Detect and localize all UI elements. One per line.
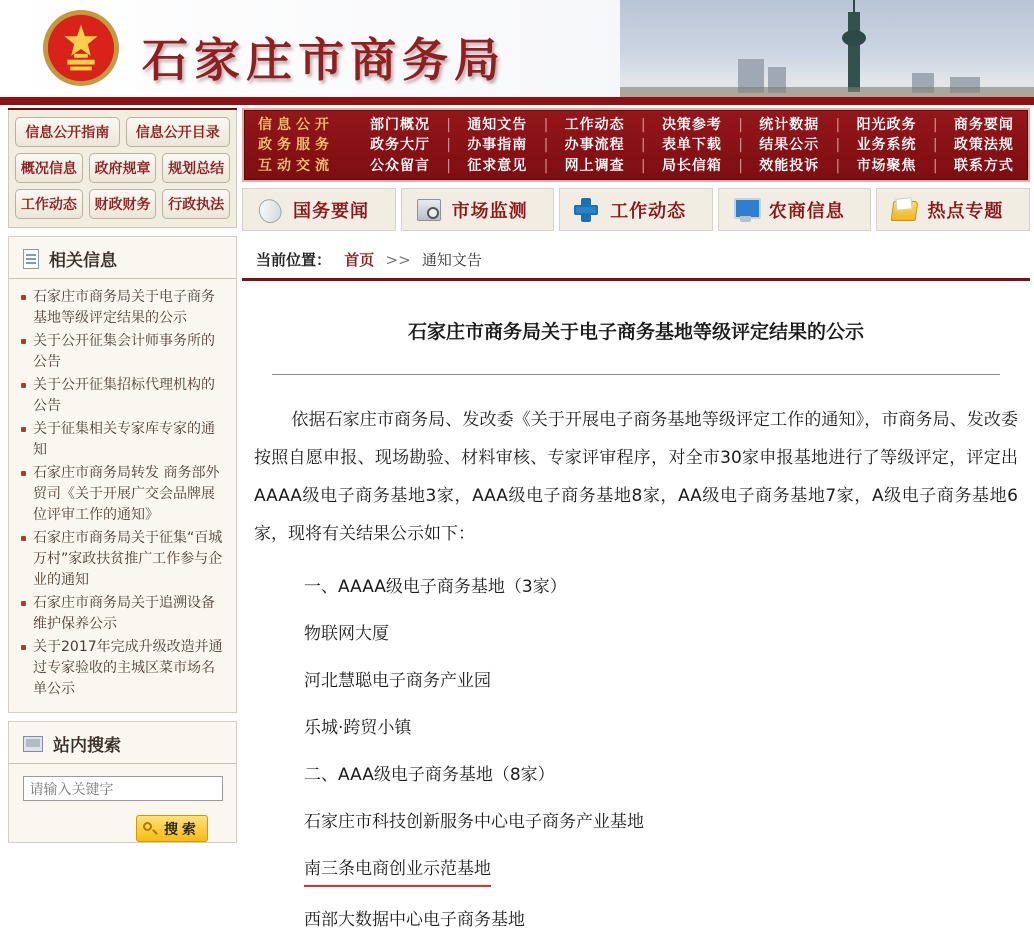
cityscape-photo [620,0,1034,97]
article-list-line [304,856,1020,887]
sidebar [8,108,237,837]
nav-link[interactable]: 联系方式 [953,157,1014,174]
breadcrumb-current: 通知文告 [421,251,482,269]
related-info-title: 相关信息 [49,251,117,271]
national-emblem-icon [42,8,120,88]
article-list-text: 石家庄市科技创新服务中心电子商务产业基地 [304,812,644,832]
sidebar-button[interactable]: 规划总结 [162,153,230,183]
article-list-line [304,907,1020,930]
work-dynamics-icon [573,197,601,223]
nav-link[interactable]: 业务系统 [856,137,917,154]
article-list-line [304,621,1020,647]
nav-link[interactable]: 公众留言 [370,157,430,174]
related-info-list [9,279,236,712]
nav-links [370,156,1014,176]
nav-category[interactable]: 政务服务 [258,137,334,154]
document-icon [23,249,39,269]
nav-separator: | [738,157,743,174]
nav-row [258,135,1014,155]
nav-link[interactable]: 效能投诉 [759,157,820,174]
notepad-icon [14,108,58,110]
mouse-icon [256,197,284,223]
quick-link-button[interactable] [559,188,713,231]
quick-link-button[interactable] [718,188,872,231]
nav-link[interactable]: 工作动态 [564,117,625,134]
nav-link[interactable]: 表单下载 [661,137,722,154]
related-info-item[interactable]: 关于公开征集招标代理机构的公告 [17,375,228,418]
article-list-text: 河北慧聪电子商务产业园 [304,671,491,691]
nav-link[interactable]: 结果公示 [759,137,820,154]
monitor-icon [732,197,760,223]
nav-links [370,115,1014,135]
gov-buttons-row-3 [15,189,230,219]
nav-links [370,135,1014,155]
nav-link[interactable]: 征求意见 [467,157,528,174]
nav-category[interactable]: 信息公开 [258,117,334,134]
related-info-item[interactable]: 关于2017年完成升级改造并通过专家验收的主城区菜市场名单公示 [17,637,228,701]
nav-separator: | [446,137,452,154]
nav-link[interactable]: 统计数据 [759,117,820,134]
gov-buttons-row-2 [15,153,230,183]
breadcrumb-separator: >> [385,251,411,269]
gov-buttons-row-1 [15,117,230,147]
article [242,317,1030,930]
quick-links-bar [242,188,1030,231]
article-list-text: 一、AAAA级电子商务基地（3家） [304,577,567,597]
nav-link[interactable]: 市场聚焦 [856,157,917,174]
nav-separator: | [446,157,452,174]
breadcrumb [242,243,1030,281]
sidebar-button[interactable]: 概况信息 [15,153,83,183]
nav-separator: | [932,137,938,154]
quick-link-label: 农商信息 [768,200,845,222]
sidebar-button[interactable]: 信息公开指南 [15,117,120,147]
article-list [252,574,1020,930]
quick-link-button[interactable] [242,188,396,231]
sidebar-button[interactable]: 信息公开目录 [126,117,231,147]
site-title: 石家庄市商务局 [142,33,506,87]
nav-row [258,115,1014,135]
article-list-line [304,762,1020,788]
quick-link-label: 工作动态 [610,200,687,222]
search-button[interactable] [136,815,208,842]
article-list-text: 二、AAA级电子商务基地（8家） [304,765,555,785]
nav-link[interactable]: 商务要闻 [953,117,1014,134]
nav-separator: | [738,117,743,134]
related-info-item[interactable]: 石家庄市商务局转发 商务部外贸司《关于开展广交会品牌展位评审工作的通知》 [17,463,228,527]
quick-link-label: 国务要闻 [293,200,369,222]
nav-link[interactable]: 政策法规 [953,137,1014,154]
nav-category[interactable]: 互动交流 [258,157,334,174]
article-paragraph: 依据石家庄市商务局、发改委《关于开展电子商务基地等级评定工作的通知》，市商务局、发改委按照自愿申报、现场勘验、材料审核、专家评审程序，对全市30家申报基地进行了等级评定，评定出AAAA级电子商务基地3家，AAA级电子商务基地8家，AA级电子商务基地7家，A级电子商务基地6家，现将有关结果公示如下： [254,410,1018,544]
nav-link[interactable]: 政务大厅 [370,137,430,154]
market-monitor-icon [415,197,443,223]
magnifier-icon [143,822,152,831]
breadcrumb-home-link[interactable]: 首页 [344,251,375,269]
quick-link-button[interactable] [401,188,555,231]
nav-link[interactable]: 决策参考 [661,117,722,134]
quick-link-label: 热点专题 [927,200,1004,222]
nav-link[interactable]: 局长信箱 [661,157,722,174]
sidebar-button[interactable]: 工作动态 [15,189,83,219]
nav-separator: | [932,157,938,174]
article-list-line [304,574,1020,600]
nav-link[interactable]: 办事指南 [467,137,528,154]
folder-icon [890,197,918,223]
search-button-label: 搜 索 [164,820,196,837]
nav-separator: | [835,117,841,134]
nav-link[interactable]: 阳光政务 [856,117,917,134]
nav-separator: | [640,117,646,134]
nav-separator: | [640,157,646,174]
search-input[interactable] [23,776,223,801]
gov-info-buttons [8,110,237,228]
article-list-text: 南三条电商创业示范基地 [304,856,491,887]
nav-link[interactable]: 网上调查 [564,157,625,174]
sidebar-button[interactable]: 行政执法 [162,189,230,219]
quick-link-label: 市场监测 [451,200,528,222]
related-info-header [9,237,236,279]
tv-tower-silhouette [848,12,860,92]
breadcrumb-label: 当前位置： [256,251,332,269]
related-info-item[interactable]: 石家庄市商务局关于追溯设备维护保养公示 [17,593,228,636]
nav-separator: | [738,137,743,154]
article-list-line [304,809,1020,835]
related-info-item[interactable]: 关于征集相关专家库专家的通知 [17,419,228,462]
nav-separator: | [932,117,938,134]
nav-separator: | [446,117,452,134]
gov-info-banner[interactable] [8,108,237,110]
nav-link[interactable]: 通知文告 [467,117,528,134]
sidebar-button[interactable]: 财政财务 [89,189,157,219]
main-column [242,108,1030,930]
related-info-item[interactable]: 关于公开征集会计师事务所的公告 [17,331,228,374]
related-info-panel [8,236,237,713]
nav-separator: | [640,137,646,154]
nav-link[interactable]: 办事流程 [564,137,625,154]
article-list-text: 乐城·跨贸小镇 [304,718,412,738]
sidebar-button[interactable]: 政府规章 [89,153,157,183]
article-list-line [304,715,1020,741]
nav-separator: | [835,157,841,174]
site-search-panel [8,721,237,843]
article-title: 石家庄市商务局关于电子商务基地等级评定结果的公示 [407,321,864,343]
nav-separator: | [835,137,841,154]
quick-link-button[interactable] [876,188,1030,231]
nav-row [258,156,1014,176]
nav-separator: | [543,137,549,154]
related-info-item[interactable]: 石家庄市商务局关于电子商务基地等级评定结果的公示 [17,287,228,330]
site-search-title: 站内搜索 [53,736,121,756]
related-info-item[interactable]: 石家庄市商务局关于征集“百城万村”家政扶贫推广工作参与企业的通知 [17,528,228,592]
nav-separator: | [543,157,549,174]
header-divider-strip [0,97,1034,105]
treeline [620,87,1034,97]
computer-icon [23,736,43,752]
article-list-text: 物联网大厦 [304,624,389,644]
nav-separator: | [543,117,549,134]
site-header [0,0,1034,97]
top-navigation [242,108,1030,182]
site-search-header [9,722,236,764]
title-divider [272,374,1000,375]
article-list-line [304,668,1020,694]
nav-link[interactable]: 部门概况 [370,117,430,134]
article-list-text: 西部大数据中心电子商务基地 [304,910,525,930]
